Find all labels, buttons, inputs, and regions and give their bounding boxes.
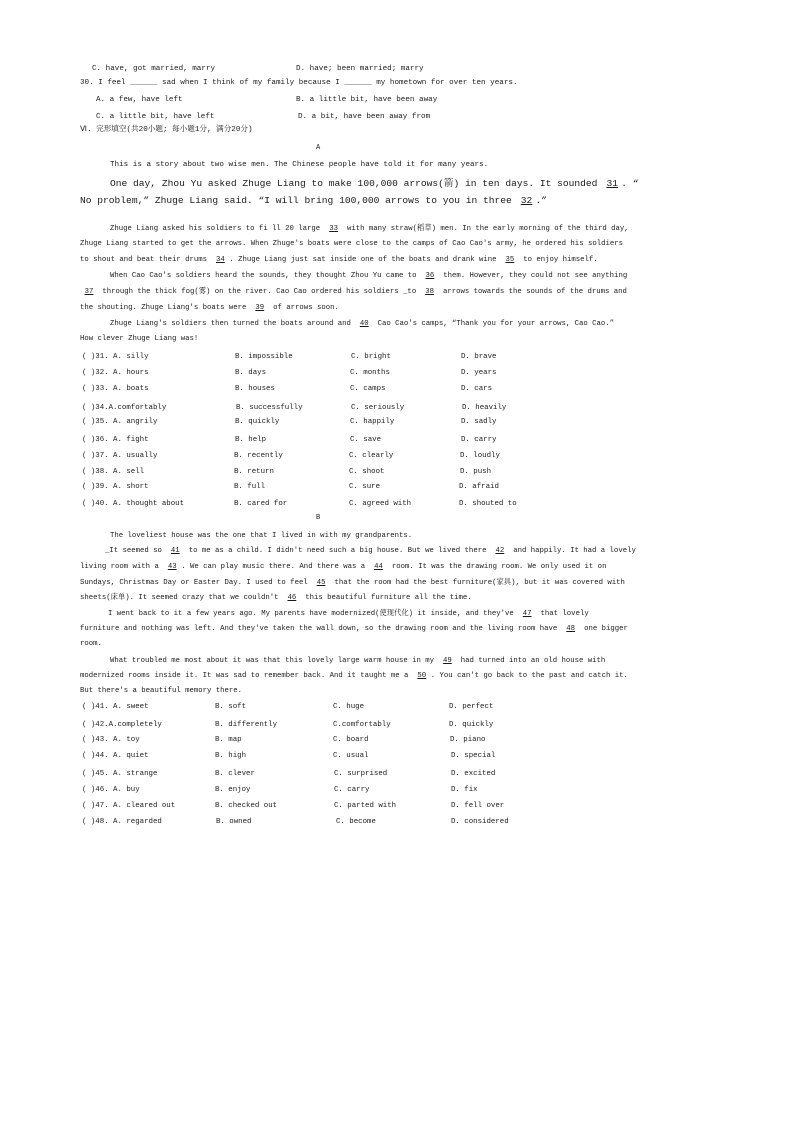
blank-37: 37 [84,288,94,296]
option-c: C. agreed with [349,500,412,508]
option-d: D. carry [461,436,497,444]
option-a: ( )42.A.completely [82,721,162,729]
blank-42: 42 [495,547,505,555]
blank-36: 36 [425,272,435,280]
option-d: D. cars [461,385,493,393]
option-c: C. huge [333,703,365,711]
passage-a-intro: This is a story about two wise men. The Chinese people have told it for many years. [110,161,489,169]
option-b: B. days [235,369,267,377]
passage-a-p4-line2: How clever Zhuge Liang was! [80,335,199,343]
section-title: Ⅵ. 完形填空(共20小题; 每小题1分, 满分20分) [80,126,253,134]
option-a: ( )44. A. quiet [82,752,149,760]
option-d: D. special [451,752,496,760]
passage-b-p2-line2: living room with a 43 . We can play music there. And there was a 44 room. It was the drawing room. We only used it on [80,563,607,571]
option-a: ( )38. A. sell [82,468,145,476]
passage-b-p2-line4: sheets(床单). It seemed crazy that we couldn't 46 this beautiful furniture all the time. [80,594,472,602]
option-a: ( )39. A. short [82,483,149,491]
option-d: D. loudly [460,452,500,460]
option-c: C. board [333,736,369,744]
option-d: D. shouted to [459,500,517,508]
option-c: C. save [350,436,382,444]
passage-b-p4-line3: But there's a beautiful memory there. [80,687,243,695]
option-d: D. excited [451,770,496,778]
option-b: B. help [235,436,267,444]
passage-a-label: A [316,144,321,152]
passage-a-p3-line1: When Cao Cao's soldiers heard the sounds, they thought Zhou Yu came to 36 them. However, they could not see anything [110,272,628,280]
passage-a-p2-line3: to shout and beat their drums 34 . Zhuge Liang just sat inside one of the boats and drank wine 35 to enjoy himself. [80,256,598,264]
blank-47: 47 [522,610,532,618]
option-a: ( )43. A. toy [82,736,140,744]
passage-a-p1-line1: One day, Zhou Yu asked Zhuge Liang to make 100,000 arrows(箭) in ten days. It sounded 31 . “ [110,178,639,189]
option-c: C. seriously [351,404,405,412]
option-c: C. happily [350,418,395,426]
q30-option-c: C. a little bit, have left [96,113,215,121]
option-a: ( )36. A. fight [82,436,149,444]
blank-32: 32 [520,195,533,206]
option-b: B. enjoy [215,786,251,794]
blank-48: 48 [566,625,576,633]
option-d: D. heavily [462,404,507,412]
option-b: B. soft [215,703,247,711]
option-a: ( )35. A. angrily [82,418,158,426]
passage-b-p2-line1: _It seemed so 41 to me as a child. I didn't need such a big house. But we lived there 42 and happily. It had a lovely [105,547,636,555]
option-c: C. shoot [349,468,385,476]
option-d: D. fix [451,786,478,794]
option-d: D. perfect [449,703,494,711]
option-c: C. camps [350,385,386,393]
option-a: ( )34.A.comfortably [82,404,167,412]
option-b: B. quickly [235,418,280,426]
passage-b-p4-line1: What troubled me most about it was that this lovely large warm house in my 49 had turned into an old house with [110,657,606,665]
blank-44: 44 [374,563,383,571]
option-a: ( )47. A. cleared out [82,802,176,810]
passage-a-p2-line1: Zhuge Liang asked his soldiers to fi ll 20 large 33 with many straw(稻草) men. In the early morning of the third day, [110,225,629,233]
passage-a-p4-line1: Zhuge Liang's soldiers then turned the boats around and 40 Cao Cao's camps, “Thank you for your arrows, Cao Cao.” [110,320,615,328]
option-c: C. bright [351,353,391,361]
blank-40: 40 [359,320,369,328]
blank-35: 35 [505,256,515,264]
option-d: D. fell over [451,802,505,810]
option-c: C. carry [334,786,370,794]
option-a: ( )41. A. sweet [82,703,149,711]
blank-38: 38 [425,288,434,296]
option-c: C. usual [333,752,369,760]
option-b: B. full [234,483,266,491]
option-b: B. clever [215,770,255,778]
passage-a-p1-line2: No problem,” Zhuge Liang said. “I will bring 100,000 arrows to you in three 32 .” [80,195,548,206]
passage-b-p3-line3: room. [80,640,102,648]
option-b: B. impossible [235,353,293,361]
option-c: C. months [350,369,390,377]
option-d: D. considered [451,818,509,826]
option-b: B. cared for [234,500,288,508]
option-a: ( )46. A. buy [82,786,140,794]
q30-option-d: D. a bit, have been away from [298,113,431,121]
option-a: ( )32. A. hours [82,369,149,377]
option-b: B. owned [216,818,252,826]
option-b: B. houses [235,385,275,393]
q29-option-d: D. have; been married; marry [296,65,424,73]
option-c: C. sure [349,483,381,491]
option-a: ( )45. A. strange [82,770,158,778]
blank-46: 46 [287,594,297,602]
option-d: D. quickly [449,721,494,729]
passage-b-label: B [316,514,321,522]
blank-43: 43 [167,563,177,571]
passage-b-p4-line2: modernized rooms inside it. It was sad to remember back. And it taught me a 50 . You can't go back to the past and catch it. [80,672,628,680]
blank-34: 34 [215,256,225,264]
option-a: ( )40. A. thought about [82,500,185,508]
q29-option-c: C. have, got married, marry [92,65,216,73]
option-a: ( )48. A. regarded [82,818,162,826]
blank-31: 31 [606,178,618,189]
blank-41: 41 [170,547,180,555]
option-d: D. piano [450,736,486,744]
q30-stem: 30. I feel ______ sad when I think of my family because I ______ my hometown for over ten years. [80,79,518,87]
option-d: D. brave [461,353,497,361]
passage-b-p3-line1: I went back to it a few years ago. My parents have modernized(使现代化) it inside, and they've 47 that lovely [108,610,589,618]
q30-option-b: B. a little bit, have been away [296,96,438,104]
option-c: C. clearly [349,452,394,460]
blank-50: 50 [417,672,427,680]
option-c: C. become [336,818,376,826]
option-b: B. recently [234,452,283,460]
passage-b-p3-line2: furniture and nothing was left. And they've taken the wall down, so the drawing room and the living room have 48 one bigger [80,625,628,633]
blank-45: 45 [316,579,326,587]
option-b: B. return [234,468,274,476]
option-d: D. years [461,369,497,377]
q30-option-a: A. a few, have left [96,96,183,104]
option-b: B. differently [215,721,278,729]
option-d: D. afraid [459,483,499,491]
option-b: B. high [215,752,247,760]
option-d: D. push [460,468,492,476]
option-b: B. successfully [236,404,303,412]
option-c: C.comfortably [333,721,391,729]
passage-a-p2-line2: Zhuge Liang started to get the arrows. When Zhuge's boats were close to the camps of Cao Cao's army, he ordered his soldiers [80,240,623,248]
blank-49: 49 [443,657,452,665]
blank-33: 33 [329,225,338,233]
option-c: C. surprised [334,770,388,778]
passage-a-p3-line3: the shouting. Zhuge Liang's boats were 39 of arrows soon. [80,304,339,312]
passage-b-p2-line3: Sundays, Christmas Day or Easter Day. I used to feel 45 that the room had the best furniture(家具), but it was covered with [80,579,625,587]
option-b: B. checked out [215,802,278,810]
option-a: ( )37. A. usually [82,452,158,460]
option-a: ( )31. A. silly [82,353,149,361]
blank-39: 39 [255,304,265,312]
option-c: C. parted with [334,802,397,810]
option-a: ( )33. A. boats [82,385,149,393]
option-b: B. map [215,736,242,744]
option-d: D. sadly [461,418,497,426]
passage-a-p3-line2: 37 through the thick fog(雾) on the river. Cao Cao ordered his soldiers _to 38 arrows towards the sounds of the drums and [80,287,627,297]
passage-b-p1: The loveliest house was the one that I lived in with my grandparents. [110,532,413,540]
